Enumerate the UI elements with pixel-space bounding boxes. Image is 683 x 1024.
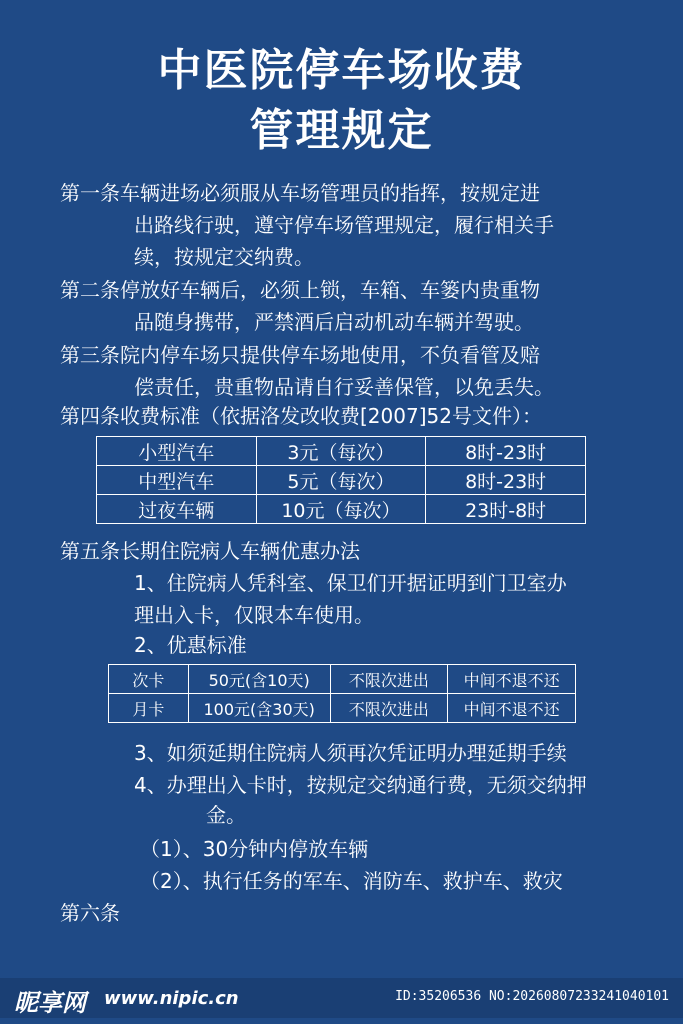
- table-row: [97, 495, 586, 524]
- card-price: 100元(含30天): [188, 694, 330, 723]
- article-2-line-1: 第二条停放好车辆后，必须上锁，车箱、车篓内贵重物: [60, 278, 540, 302]
- fee-vehicle-type: 中型汽车: [97, 466, 257, 495]
- article-5-heading: 第五条长期住院病人车辆优惠办法: [60, 539, 360, 563]
- article-5-item-3: 3、如须延期住院病人须再次凭证明办理延期手续: [134, 741, 567, 765]
- fee-hours: 8时-23时: [426, 466, 586, 495]
- article-3-line-1: 第三条院内停车场只提供停车场地使用，不负看管及赔: [60, 343, 540, 367]
- card-refund: 中间不退不还: [448, 665, 576, 694]
- article-1-line-2: 出路线行驶，遵守停车场管理规定，履行相关手: [134, 213, 554, 237]
- card-type: 月卡: [109, 694, 189, 723]
- article-1-line-3: 续，按规定交纳费。: [134, 245, 314, 269]
- article-2-line-2: 品随身携带，严禁酒后启动机动车辆并驾驶。: [134, 310, 534, 334]
- fee-price: 5元（每次）: [256, 466, 426, 495]
- fee-hours: 23时-8时: [426, 495, 586, 524]
- article-6-heading: 第六条: [60, 901, 120, 925]
- card-refund: 中间不退不还: [448, 694, 576, 723]
- card-type: 次卡: [109, 665, 189, 694]
- title-line-1: 中医院停车场收费: [157, 45, 526, 96]
- fee-vehicle-type: 过夜车辆: [97, 495, 257, 524]
- watermark-site: www.nipic.cn: [104, 988, 239, 1009]
- discount-card-table: [108, 664, 576, 723]
- article-5-item-4-line-1: 4、办理出入卡时，按规定交纳通行费，无须交纳押: [134, 773, 587, 797]
- fee-price: 3元（每次）: [256, 437, 426, 466]
- title-line-2: 管理规定: [249, 105, 434, 156]
- article-5-sub-2: （2）、执行任务的军车、消防车、救护车、救灾: [140, 869, 563, 893]
- article-5-item-1-line-2: 理出入卡，仅限本车使用。: [134, 603, 374, 627]
- table-row: [97, 466, 586, 495]
- card-access: 不限次进出: [330, 665, 448, 694]
- article-5-item-4-line-2: 金。: [206, 803, 246, 827]
- fee-vehicle-type: 小型汽车: [97, 437, 257, 466]
- article-3-line-2: 偿责任，贵重物品请自行妥善保管，以免丢失。: [134, 375, 554, 399]
- fee-hours: 8时-23时: [426, 437, 586, 466]
- table-row: [109, 665, 576, 694]
- card-price: 50元(含10天): [188, 665, 330, 694]
- article-5-item-1-line-1: 1、住院病人凭科室、保卫们开据证明到门卫室办: [134, 571, 567, 595]
- watermark-id: ID:35206536 NO:20260807233241040101: [395, 989, 669, 1004]
- table-row: [109, 694, 576, 723]
- fee-table: [96, 436, 586, 524]
- article-4-heading: 第四条收费标准（依据洛发改收费[2007]52号文件）：: [60, 404, 542, 428]
- table-row: [97, 437, 586, 466]
- article-5-item-2: 2、优惠标准: [134, 633, 247, 657]
- article-5-sub-1: （1）、30分钟内停放车辆: [140, 837, 369, 861]
- watermark-logo: 昵享网: [14, 989, 86, 1017]
- fee-price: 10元（每次）: [256, 495, 426, 524]
- card-access: 不限次进出: [330, 694, 448, 723]
- article-1-line-1: 第一条车辆进场必须服从车场管理员的指挥，按规定进: [60, 181, 540, 205]
